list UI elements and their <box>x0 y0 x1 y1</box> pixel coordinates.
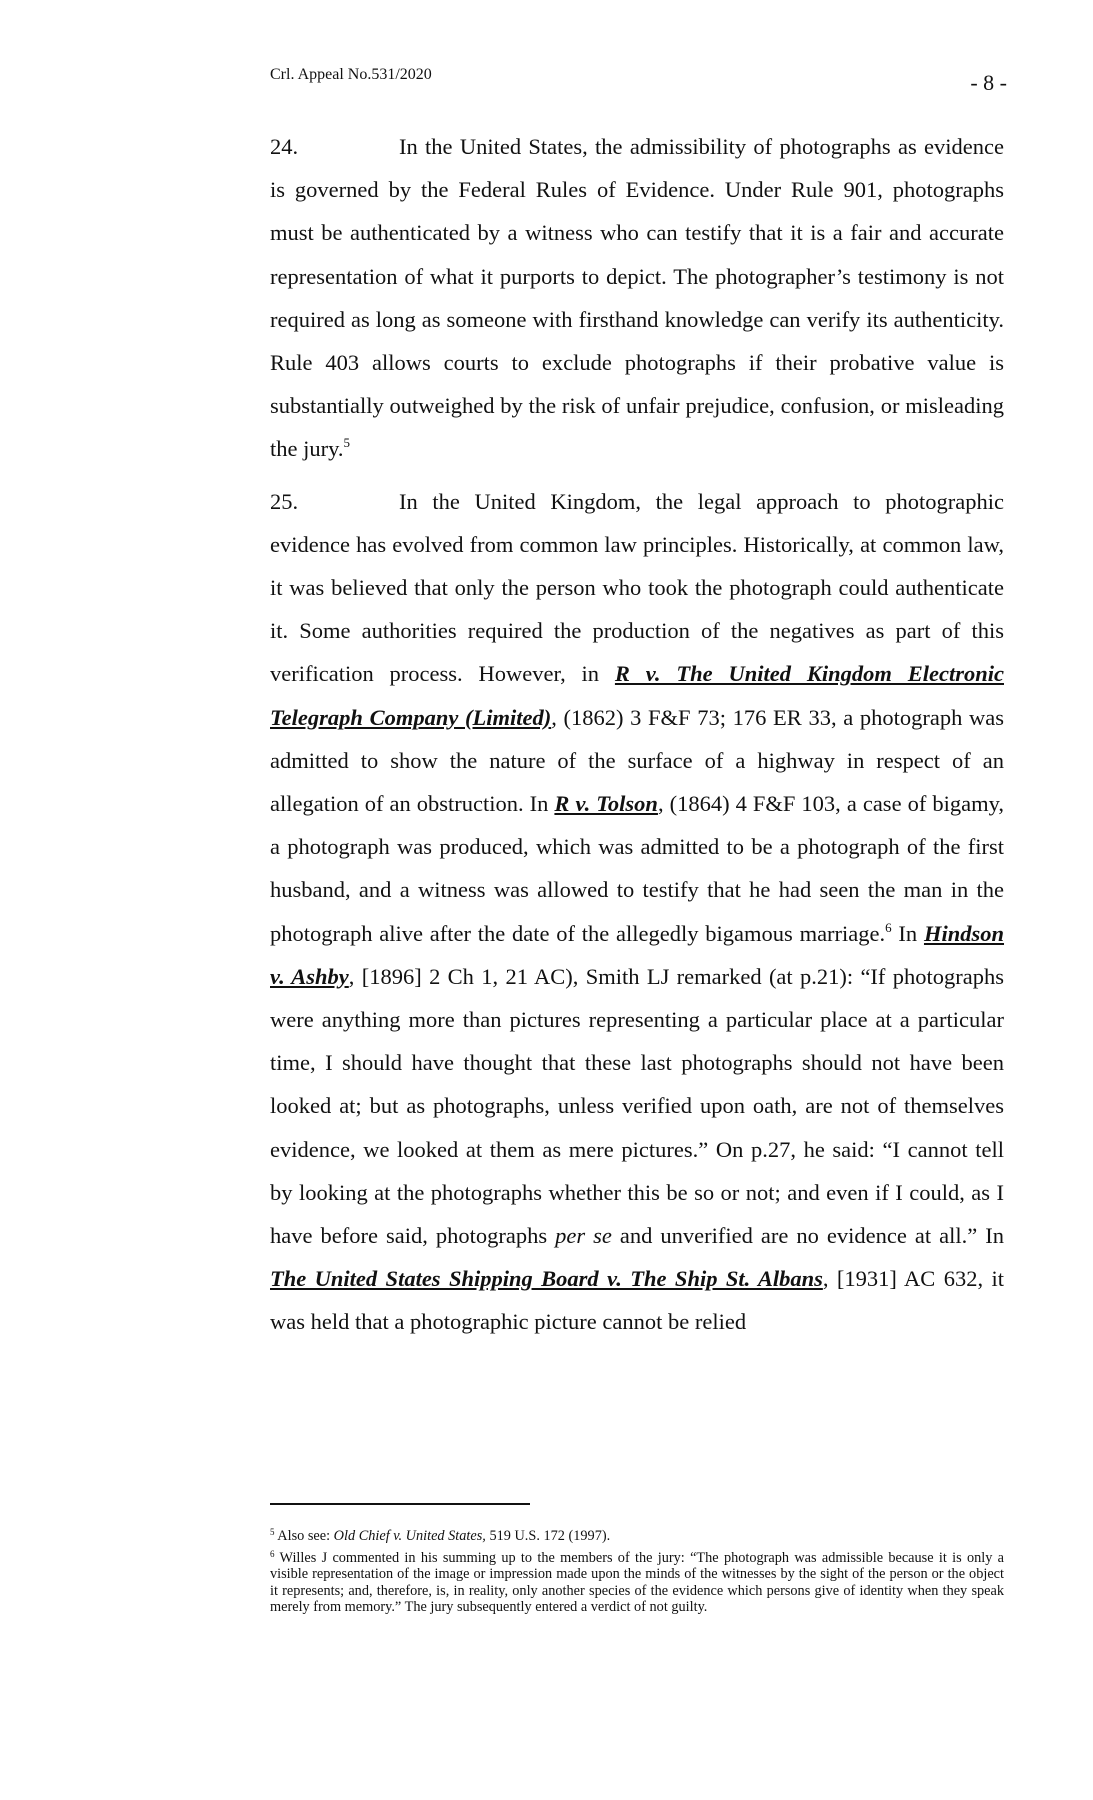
case-citation: Hindson v. Ashby <box>270 920 1005 989</box>
paragraph-text: , (1864) 4 F&F 103, a case of bigamy, a photograph was produced, which was admitted to be a photograph of the first husband, and a witness was allowed to testify that he had seen the man in the photograph alive after the date of the allegedly bigamous marriage. <box>270 791 1004 946</box>
footnote-ref-6[interactable]: 6 <box>885 919 892 935</box>
footnote-ref-5[interactable]: 5 <box>343 435 351 451</box>
footnote-number: 5 <box>270 1527 275 1537</box>
case-citation: R v. The United Kingdom Electronic Telegraph Company (Limited) <box>270 661 1004 730</box>
footnote-text: Also see: <box>274 1528 334 1544</box>
footnote-number: 6 <box>270 1549 275 1560</box>
paragraph-25 <box>270 480 1004 1344</box>
paragraph-24 <box>270 125 1004 471</box>
paragraph-number: 24. <box>270 134 299 159</box>
paragraph-text: In <box>891 920 924 946</box>
footnote-case: Old Chief v. United States, <box>333 1528 486 1544</box>
paragraph-text: In the United Kingdom, the legal approach to photographic evidence has evolved from common law principles. Historically, at common law, it was believed that only the person who took the photograph could authenticate it. Some authorities required the production of the negatives as part of this verification process. However, in <box>270 488 1004 687</box>
case-citation: R v. Tolson <box>554 791 658 817</box>
footnote-text: Willes J commented in his summing up to the members of the jury: “The photograph was admissible because it is only a visible representation of the image or impression made upon the minds of the witnesses by the sight of the person or the object it represents; and, therefore, is, in reality, only another species of the evidence which persons give of identity when they speak merely from memory.” The jury subsequently entered a verdict of not guilty. <box>270 1550 1004 1615</box>
paragraph-text: , [1896] 2 Ch 1, 21 AC), Smith LJ remarked (at p.21): “If photographs were anything more than pictures representing a particular place at a particular time, I should have thought that these last photographs should not have been looked at; but as photographs, unless verified upon oath, are not of themselves evidence, we looked at them as mere pictures.” On p.27, he said: “I cannot tell by looking at the photographs whether this be so or not; and even if I could, as I have before said, photographs <box>270 963 1004 1249</box>
footnotes <box>270 1528 1004 1621</box>
body-text <box>270 125 1004 1353</box>
paragraph-text: In the United States, the admissibility of photographs as evidence is governed by the Federal Rules of Evidence. Under Rule 901, photographs must be authenticated by a witness who can testify that it is a fair and accurate representation of what it purports to depict. The photographer’s testimony is not required as long as someone with firsthand knowledge can verify its authenticity. Rule 403 allows courts to exclude photographs if their probative value is substantially outweighed by the risk of unfair prejudice, confusion, or misleading the jury. <box>270 134 1004 462</box>
paragraph-text: , (1862) 3 F&F 73; 176 ER 33, a photograph was admitted to show the nature of the surface of a highway in respect of an allegation of an obstruction. In <box>270 704 1004 817</box>
paragraph-number: 25. <box>270 488 299 514</box>
footnote-divider <box>270 1503 530 1505</box>
paragraph-text: , [1931] AC 632, it was held that a photographic picture cannot be relied <box>270 1266 1004 1335</box>
footnote-text: 519 U.S. 172 (1997). <box>485 1528 611 1544</box>
paragraph-text: and unverified are no evidence at all.” In <box>611 1223 1004 1249</box>
footnote-5 <box>270 1528 1004 1544</box>
case-reference: Crl. Appeal No.531/2020 <box>270 66 432 83</box>
case-citation: The United States Shipping Board v. The Ship St. Albans <box>270 1266 823 1292</box>
page-number: - 8 - <box>970 70 1007 95</box>
latin-term: per se <box>555 1223 612 1249</box>
footnote-6 <box>270 1550 1004 1615</box>
